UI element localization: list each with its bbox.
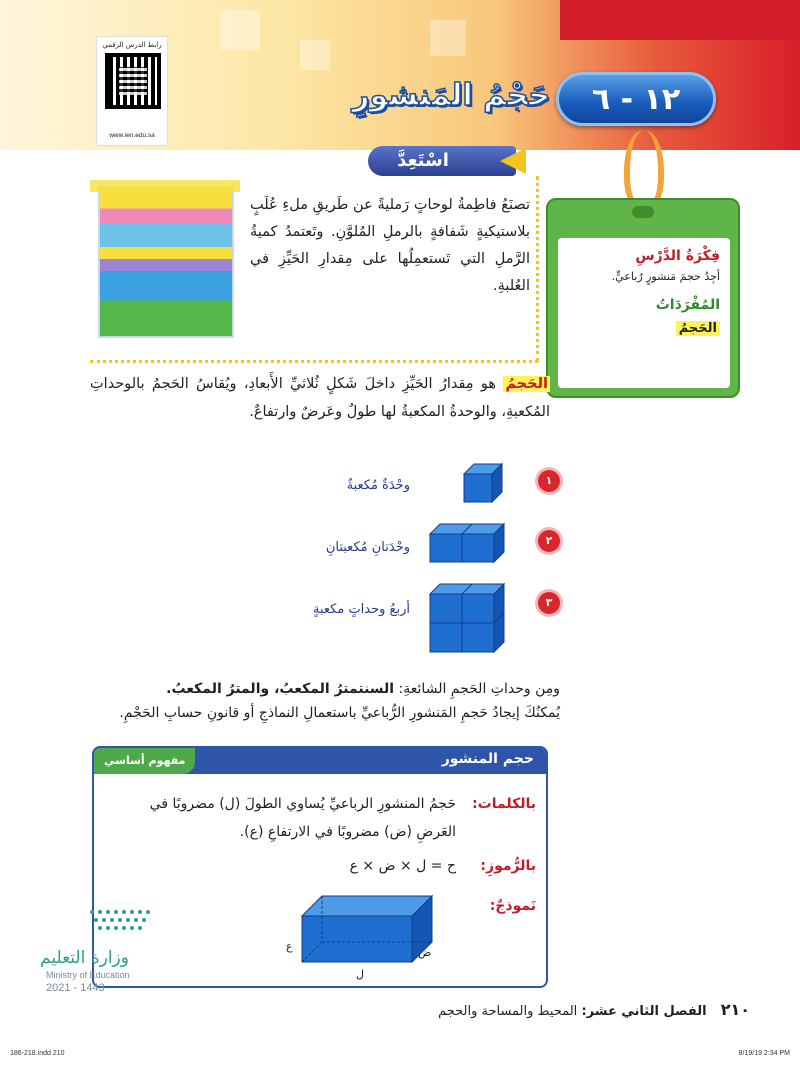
tag-hole	[632, 206, 654, 218]
key-concept-box	[92, 746, 548, 988]
symbols-formula: ح = ل × ض × ع	[349, 858, 456, 874]
qr-code-icon[interactable]	[105, 53, 161, 109]
example-label: أربعُ وحداتٍ مكعبةٍ	[313, 602, 410, 617]
qr-title: رابط الدرس الرقمي	[102, 41, 162, 49]
length-label: ل	[356, 968, 364, 981]
symbols-label: بالرُّموزِ:	[480, 858, 536, 874]
header-red-band	[560, 0, 800, 40]
definition-text: هو مِقدارُ الحَيِّزِ داخلَ شَكلٍ ثُلاثيِّ الأَبعادِ، ويُقاسُ الحَجمُ بالوحداتِ المُكعبةِ، والوحدةُ المكعبةُ لها طولٌ وعَرضٌ وارتفاعٌ.	[90, 376, 550, 420]
chapter-label: الفصل الثاني عشر:	[581, 1004, 707, 1019]
header-pattern	[300, 40, 330, 70]
qr-card[interactable]	[96, 36, 168, 146]
vocabulary-item: الحَجمُ	[676, 321, 720, 336]
get-ready-label: اسْتَعِدَّ	[397, 150, 449, 171]
page-footer	[330, 1000, 750, 1019]
lesson-idea-heading: فِكْرَةُ الدَّرْسِ	[635, 248, 720, 264]
header-pattern	[220, 10, 260, 50]
example-number: ٣	[538, 592, 560, 614]
words-label: بالكلمات:	[472, 796, 536, 812]
example-label: وحْدَةٌ مُكعبةٌ	[346, 478, 410, 493]
get-ready-banner	[368, 146, 516, 176]
height-label: ع	[286, 940, 293, 953]
two-cubes-icon	[426, 520, 506, 566]
lesson-idea-tag	[546, 198, 740, 398]
example-number: ٢	[538, 530, 560, 552]
lesson-title: حَجْمُ المَنشورِ	[352, 78, 550, 113]
print-file-label: 186-218.indd 210	[10, 1050, 65, 1057]
arrow-icon	[500, 148, 526, 174]
qr-url[interactable]: www.ien.edu.sa	[109, 132, 155, 139]
common-units-list: السنتمترُ المكعبُ، والمترُ المكعبُ.	[166, 681, 395, 697]
header-pattern	[430, 20, 466, 56]
howto-text: يُمكنُكَ إيجادُ حَجمِ المَنشورِ الرُّباعيِّ باستعمالِ النماذجِ أو قانونِ حسابِ الحَجْمِ.	[119, 705, 560, 721]
print-date-label: 8/19/19 2:34 PM	[738, 1050, 790, 1057]
key-concept-badge: مفهوم أساسي	[94, 748, 195, 774]
ministry-logo	[40, 906, 150, 996]
example-label: وحْدَتانِ مُكعبتانِ	[325, 540, 410, 555]
example-number: ١	[538, 470, 560, 492]
four-cubes-icon	[426, 580, 506, 656]
dotted-divider	[536, 176, 539, 362]
vocabulary-heading: المُفْرَدَاتُ	[655, 297, 720, 313]
ministry-english: Ministry of Education	[46, 970, 130, 980]
ministry-dots-icon	[88, 906, 160, 936]
tag-content	[558, 238, 730, 388]
key-concept-title: حجم المنشور	[441, 751, 534, 767]
lesson-idea-text: أجِدُ حجمَ مَنشورٍ رُباعيٍّ.	[611, 270, 720, 283]
model-label: نَموذجٌ:	[489, 898, 536, 914]
ministry-year: 2021 - 1443	[46, 982, 105, 994]
common-units-prefix: ومِن وحداتِ الحَجمِ الشائعةِ:	[394, 681, 560, 697]
words-text: حَجمُ المنشورِ الرباعيِّ يُساوي الطولَ (ل) مضروبًا في العَرضِ (ض) مضروبًا في الارتفاعِ (ع).	[149, 796, 456, 840]
lesson-number-badge	[556, 72, 716, 126]
get-ready-text: تصنَعُ فاطِمةُ لوحاتٍ رَمليةً عن طَريقِ ملءِ عُلَبٍ بلاستيكيةٍ شَفافةٍ بالرملِ المُلوَّنِ. وتَعتمدُ كميةُ الرَّملِ التي تَستعمِلُها على مِقدارِ الحَيِّزِ في العُلبةِ.	[250, 197, 530, 294]
chapter-title: المحيط والمساحة والحجم	[438, 1004, 578, 1019]
definition-term: الحَجمُ	[505, 376, 548, 392]
dotted-divider	[90, 360, 538, 363]
volume-definition	[90, 370, 550, 426]
width-label: ض	[418, 946, 432, 959]
lesson-number: ١٢ - ٦	[591, 81, 681, 117]
sand-art-photo	[98, 186, 234, 338]
common-units-text	[100, 678, 560, 700]
ministry-arabic: وزارة التعليم	[40, 948, 129, 968]
unit-cube-icon	[460, 460, 504, 504]
page-number: ٢١٠	[720, 1000, 750, 1019]
